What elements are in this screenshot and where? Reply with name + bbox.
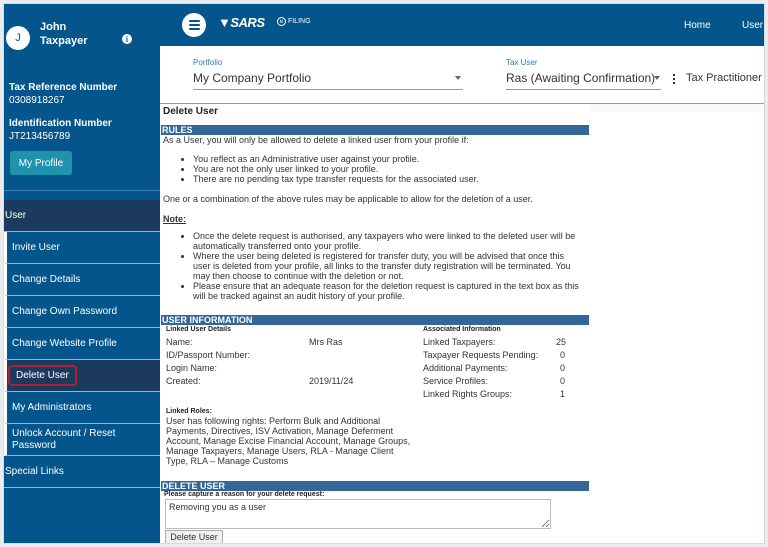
sidebar-item-label: Change Website Profile — [12, 338, 117, 349]
detail-value: 2019/11/24 — [309, 376, 354, 386]
tax-ref-label: Tax Reference Number — [9, 82, 118, 93]
detail-label: ID/Passport Number: — [166, 350, 251, 360]
selector-bar — [160, 46, 765, 104]
rules-header: RULES — [161, 125, 589, 135]
sars-logo: ▼SARS — [218, 15, 265, 30]
rules-summary: One or a combination of the above rules may be applicable to allow for the deletion of a user. — [163, 194, 533, 204]
brand-text: SARS — [230, 15, 265, 30]
detail-value: Mrs Ras — [309, 337, 343, 347]
nav-user-link[interactable]: User — [742, 20, 764, 31]
sidebar-item-label: User — [5, 210, 27, 221]
associated-info-heading: Associated Information — [423, 326, 501, 333]
sidebar-item-label: Change Details — [12, 274, 81, 285]
assoc-label: Linked Rights Groups: — [423, 389, 513, 399]
sidebar-item-label: Change Own Password — [12, 306, 118, 317]
note-item: • Where the user being deleted is registered for transfer duty, you will be advised that once this user is deleted from your profile, all links to the transfer duty registration will be terminated. You may then choose to continue with the deletion or not. — [193, 251, 581, 281]
tax-user-caret-icon[interactable] — [654, 76, 660, 80]
user-last-name: Taxpayer — [40, 35, 88, 47]
hamburger-menu-icon[interactable] — [182, 13, 206, 37]
sidebar-item-my-administrators[interactable] — [4, 392, 160, 424]
user-profile — [4, 4, 160, 49]
assoc-label: Service Profiles: — [423, 376, 489, 386]
rule-item: • You reflect as an Administrative user against your profile. — [193, 154, 479, 164]
my-profile-button[interactable]: My Profile — [10, 151, 72, 175]
assoc-value: 0 — [560, 363, 566, 373]
user-first-name: John — [40, 21, 67, 33]
app-window — [3, 3, 765, 544]
note-list — [181, 231, 581, 301]
sidebar-item-special-links[interactable] — [4, 456, 160, 488]
rules-intro: As a User, you will only be allowed to delete a linked user from your profile if: — [163, 135, 469, 145]
assoc-label: Linked Taxpayers: — [423, 337, 496, 347]
top-header — [160, 4, 765, 46]
avatar[interactable]: J — [6, 26, 30, 50]
sidebar-item-label: Unlock Account / Reset Password — [12, 427, 116, 451]
assoc-label: Taxpayer Requests Pending: — [423, 350, 539, 360]
portfolio-caret-icon[interactable] — [455, 76, 461, 80]
note-item: • Please ensure that an adequate reason for the deletion request is captured in the text box as this will be tracked against an audit history of your profile. — [193, 281, 581, 301]
sidebar-item-user[interactable] — [4, 200, 160, 232]
user-information-header: USER INFORMATION — [161, 315, 589, 325]
sidebar-item-delete-user[interactable] — [4, 360, 160, 392]
sidebar-item-unlock-account[interactable] — [4, 424, 160, 456]
info-icon[interactable]: i — [122, 34, 132, 44]
assoc-value: 25 — [556, 337, 567, 347]
note-label: Note: — [163, 214, 186, 224]
sidebar-item-change-details[interactable] — [4, 264, 160, 296]
id-number-label: Identification Number — [9, 118, 112, 129]
tax-ref-value: 0308918267 — [9, 95, 65, 106]
rules-list — [181, 154, 479, 184]
reason-textarea[interactable] — [165, 499, 551, 529]
linked-user-details-heading: Linked User Details — [166, 326, 231, 333]
sidebar-nav — [4, 200, 160, 488]
user-name — [40, 20, 88, 48]
tax-user-label: Tax User — [506, 58, 538, 67]
sidebar-item-label: Delete User — [8, 365, 77, 386]
linked-roles-label: Linked Roles: — [166, 408, 212, 415]
role-label[interactable]: Tax Practitioner — [686, 72, 762, 84]
sidebar — [4, 4, 160, 544]
rule-item: • You are not the only user linked to your profile. — [193, 164, 479, 174]
portfolio-label: Portfolio — [193, 58, 223, 67]
tax-user-underline — [506, 89, 661, 90]
id-number-value: JT213456789 — [9, 131, 71, 142]
portfolio-underline — [193, 89, 463, 90]
sidebar-divider — [4, 190, 160, 191]
sidebar-item-label: My Administrators — [12, 402, 92, 413]
assoc-value: 0 — [560, 350, 566, 360]
sidebar-item-invite-user[interactable] — [4, 232, 160, 264]
nav-home-link[interactable]: Home — [684, 20, 711, 31]
page-title: Delete User — [163, 106, 219, 117]
portfolio-select[interactable]: My Company Portfolio — [193, 71, 312, 85]
reason-label: Please capture a reason for your delete request: — [164, 491, 325, 498]
sidebar-item-change-website-profile[interactable] — [4, 328, 160, 360]
delete-user-header: DELETE USER — [161, 481, 589, 491]
sidebar-item-label: Special Links — [5, 466, 64, 477]
right-panel — [591, 104, 765, 112]
tax-user-select[interactable]: Ras (Awaiting Confirmation) — [506, 71, 656, 85]
more-options-icon[interactable] — [673, 74, 675, 84]
assoc-value: 1 — [560, 389, 566, 399]
note-item: • Once the delete request is authorised, any taxpayers who were linked to the deleted user will be automatically transferred onto your profile. — [193, 231, 581, 251]
detail-label: Name: — [166, 337, 193, 347]
rule-item: • There are no pending tax type transfer requests for the associated user. — [193, 174, 479, 184]
efiling-logo — [277, 17, 311, 26]
efiling-e-icon: e — [277, 17, 286, 26]
assoc-value: 0 — [560, 376, 566, 386]
sidebar-item-label: Invite User — [12, 242, 60, 253]
delete-user-button[interactable]: Delete User — [165, 530, 223, 544]
assoc-label: Additional Payments: — [423, 363, 508, 373]
linked-roles-text: User has following rights: Perform Bulk and Additional Payments, Directives, ISV Activation, Manage Deferment Account, Manage Excise Financial Account, Manage Groups, Manage Taxpayers, Manage Users, RLA - Manage Client Type, RLA – Manage Customs — [166, 416, 411, 466]
detail-label: Created: — [166, 376, 201, 386]
detail-label: Login Name: — [166, 363, 218, 373]
product-text: FILING — [288, 18, 311, 25]
sidebar-item-change-own-password[interactable] — [4, 296, 160, 328]
